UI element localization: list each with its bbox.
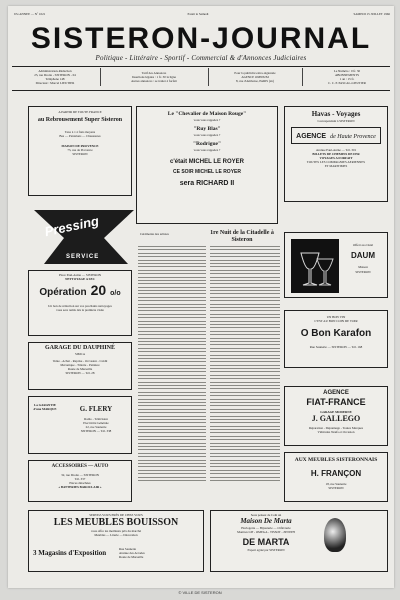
- ad-maison-de-marta: [210, 510, 388, 572]
- ad-line: TOUTES LES COMPAGNIES AERIENNES: [306, 160, 366, 164]
- pub-line: AGENCE OMNIUM: [241, 75, 269, 79]
- ad-garage-dauphine: [28, 342, 132, 390]
- ad-title: Maison De Marta: [240, 517, 292, 525]
- ad-brand: DE MARTA: [242, 537, 290, 547]
- ad-line: NETTOYAGE A SEC: [65, 277, 95, 281]
- ad-magasins: 3 Magasins d'Exposition: [33, 549, 107, 557]
- ad-line: Route de Marseille: [67, 367, 93, 371]
- ad-line: Le "Chevalier de Maison Rouge": [167, 111, 247, 117]
- pub-block: [210, 71, 300, 83]
- ad-line: Rue Saunerie — SISTERON — Tél. 168: [309, 345, 363, 349]
- ad-line: Tél. 337: [74, 477, 86, 481]
- abonnement-line: 1 an : 15 fr.: [339, 77, 355, 81]
- ad-line: VOYAGES A FORFAIT: [319, 156, 353, 160]
- ad-subtitle: SIMCA: [74, 352, 86, 356]
- pressing-service: SERVICE: [66, 254, 100, 260]
- watch-photo: [324, 518, 346, 552]
- divider: [208, 68, 209, 86]
- ad-line: Horlogerie — Bijouterie — Orfèvrerie: [241, 526, 291, 530]
- ad-line: Avenue des Arcades: [119, 551, 145, 555]
- ad-title: au Rebrousement Super Sisteron: [37, 117, 123, 123]
- ad-line: Rue Saunerie: [119, 547, 137, 551]
- issue-number: 67e ANNEE — Nº 1021: [14, 12, 46, 16]
- pressing-word: Pressing: [43, 213, 101, 240]
- newspaper-page: [8, 6, 394, 588]
- ad-title: AGENCE: [323, 390, 349, 396]
- ad-bon-karafon: [284, 310, 388, 368]
- article-kicker: Cérémonie des artistes: [140, 232, 169, 236]
- ad-line: UN BON VIN: [326, 315, 346, 319]
- ad-line: SISTERON — Tél. 28: [65, 371, 95, 375]
- divider: [302, 68, 303, 86]
- operation-label: Opération: [39, 287, 87, 298]
- ad-title: AUX MEUBLES SISTERONNAIS: [294, 457, 378, 463]
- ad-line: SISTERON: [72, 152, 88, 156]
- tarif-line: Insertions légales : 1 fr. 30 la ligne: [131, 75, 177, 79]
- ad-name: J. GALLEGO: [311, 414, 361, 423]
- ad-line: "Rodrigue": [192, 141, 222, 147]
- ad-name: H. FRANÇON: [310, 469, 362, 478]
- ad-title: Havas - Voyages: [311, 110, 361, 118]
- ad-brand: DAUM: [351, 251, 375, 260]
- header-rule: [12, 66, 390, 67]
- ad-subtitle: Correspondant à SISTERON: [317, 119, 355, 123]
- ad-line: vous vous rappelez ?: [193, 148, 221, 152]
- ad-line: vous vous rappelez ?: [193, 118, 221, 122]
- abonnement-line: ABONNEMENTS: [334, 73, 360, 77]
- ad-guarantee: La GARANTIE d'une MARQUE: [33, 403, 57, 411]
- header-rule: [12, 90, 390, 91]
- ad-line: A PARTIR DE TOUTE FRANCE: [58, 110, 102, 114]
- ad-line: Electricité Générale: [83, 421, 109, 425]
- ad-meubles-bouisson: [28, 510, 204, 572]
- ad-line: BILLETS DE CHEMINS DE FER: [312, 152, 360, 156]
- ad-line: 73, rue de Provence: [67, 148, 93, 152]
- ad-line: c'était MICHEL LE ROYER: [170, 159, 244, 165]
- ad-line: Réparation - Dépannage - Toutes Marques: [309, 426, 363, 430]
- ad-line: Véhicules Neufs et Occasion: [317, 430, 355, 434]
- tarif-line: Autres annonces : se traiter à forfait: [131, 79, 177, 83]
- admin-block: [12, 69, 98, 85]
- agence-name: de Haute Provence: [330, 134, 376, 140]
- ad-line: Meubles — Literie — Décoration: [94, 533, 138, 537]
- admin-line: Téléphone 148: [45, 77, 65, 81]
- ad-title: GARAGE DU DAUPHINÉ: [44, 345, 115, 351]
- tarif-line: Tarif des Annonces: [141, 71, 167, 75]
- ad-line: SISTERON: [328, 486, 344, 490]
- ad-title: LES MEUBLES BOUISSON: [53, 517, 179, 528]
- ad-fiat-france: [284, 386, 388, 446]
- operation-value: 20: [90, 282, 107, 298]
- ad-michel-le-royer: [136, 106, 278, 224]
- tarif-block: [104, 71, 204, 83]
- abonnement-line: C. C. P. PASCAL-LIEUTIER: [328, 81, 366, 85]
- ad-line: Bas — Pantalons — Chaussures: [59, 134, 101, 138]
- ad-line: Maison: [358, 265, 368, 269]
- issue-date: SAMEDI 15 JUILLET 1966: [353, 12, 390, 16]
- ad-line: Taxe à 1 à frais moyens: [64, 130, 96, 134]
- ad-line: ET MARITIMES: [324, 164, 348, 168]
- article-text-col1: [138, 246, 206, 483]
- ad-line: SERVEZ-VOUS PRÈS DE CHEZ VOUS: [89, 513, 143, 517]
- glass-icon: [291, 239, 339, 293]
- ad-pressing: [28, 270, 132, 336]
- ad-line: 32, rue Droite — SISTERON: [61, 473, 99, 477]
- ad-line: CE SOIR MICHEL LE ROYER: [173, 169, 241, 175]
- admin-line: Directeur : Marcel LIEUTIER: [35, 81, 75, 85]
- masthead-title: SISTERON-JOURNAL: [30, 22, 372, 55]
- ad-line: Place Paul-Arène — SISTERON: [58, 273, 102, 277]
- agence-banner: [291, 127, 381, 144]
- ad-meubles-sisteronnais: [284, 452, 388, 502]
- ad-line: SISTERON — Tél. 338: [80, 429, 112, 433]
- ad-title: O Bon Karafon: [300, 328, 372, 339]
- ad-line: 18, rue Saunerie: [325, 482, 347, 486]
- ad-line: Offert au cristal: [352, 243, 374, 247]
- admin-line: Administration-Rédaction: [38, 69, 72, 73]
- masthead-subtitle: Politique - Littéraire - Sportif - Commercial & d'Annonces Judiciaires: [95, 54, 307, 62]
- ad-line: « BATTERIES BAROCLAIR »: [58, 485, 102, 489]
- ad-line: sera RICHARD II: [179, 180, 235, 187]
- article-headline: 1re Nuit de la Citadelle à Sisteron: [210, 230, 274, 243]
- ad-lines: [61, 417, 131, 433]
- ad-line: Mécanique - Tôlerie - Peinture: [60, 363, 100, 367]
- ad-brand: FIAT-FRANCE: [306, 397, 366, 407]
- ad-line: Sous pensez de Coût un: [250, 513, 282, 517]
- ad-flery: [28, 396, 132, 454]
- ad-havas-voyages: [284, 106, 388, 202]
- ad-line: Pièces détachées: [69, 481, 91, 485]
- abonnement-block: [304, 69, 390, 85]
- agence-word: AGENCE: [296, 133, 327, 140]
- ad-line: vous vous rappelez ?: [193, 133, 221, 137]
- ad-line: "Ruy Blas": [193, 126, 221, 132]
- operation-unit: o/o: [110, 290, 121, 297]
- ad-line: Un bon de réduction sur vos prochains nettoyages: [48, 304, 112, 308]
- ad-line: Route de Marseille: [119, 555, 144, 559]
- operation-offer: [29, 283, 131, 301]
- divider: [100, 68, 101, 86]
- ad-mag-lines: [119, 547, 201, 559]
- copyright-footer: © VILLE DE SISTERON: [178, 590, 222, 595]
- ad-line: Montres LIP - OMEGA - TISSOT - ZENITH: [237, 530, 295, 534]
- ad-subtitle: GARAGE MODERNE: [320, 410, 352, 414]
- ad-line: 22, rue Saunerie: [85, 425, 107, 429]
- pub-line: 8, rue d'Amboise, PARIS (2e): [236, 79, 274, 83]
- ad-bonnetiers: [28, 106, 132, 196]
- ad-line: Radio - Télévision: [84, 417, 108, 421]
- ad-line: Vente - Achat - Reprise - Occasion - Crédit: [52, 359, 108, 363]
- pub-line: Pour la publicité extra-régionale: [234, 71, 276, 75]
- abonnement-line: Le Numéro : 0 fr. 30: [333, 69, 361, 73]
- ad-title: ACCESSOIRES — AUTO: [51, 464, 109, 469]
- ad-line: MAISON DE PROVENCE: [61, 144, 99, 148]
- ad-line: C'EST AU BON COIN DE VOIR: [314, 319, 358, 323]
- ad-name: G. FLERY: [79, 405, 113, 413]
- ad-daum: [284, 232, 388, 298]
- ad-accessoires: [28, 460, 132, 502]
- article-text-col2: [210, 246, 280, 483]
- admin-line: 25, rue Droite - SISTERON - 04: [34, 73, 76, 77]
- publication-frequency: Parait le Samedi: [187, 12, 209, 16]
- ad-line: Avenue Paul-Arène — Tél. 301: [315, 148, 357, 152]
- ad-line: Expert agréé par SISTERON: [247, 548, 285, 552]
- ad-line: SISTERON: [355, 270, 371, 274]
- ad-line: vous sera remis dès la première visite: [56, 308, 104, 312]
- ad-line: vous offre les meilleurs prix du marché: [90, 529, 142, 533]
- glassware-photo: [291, 239, 339, 293]
